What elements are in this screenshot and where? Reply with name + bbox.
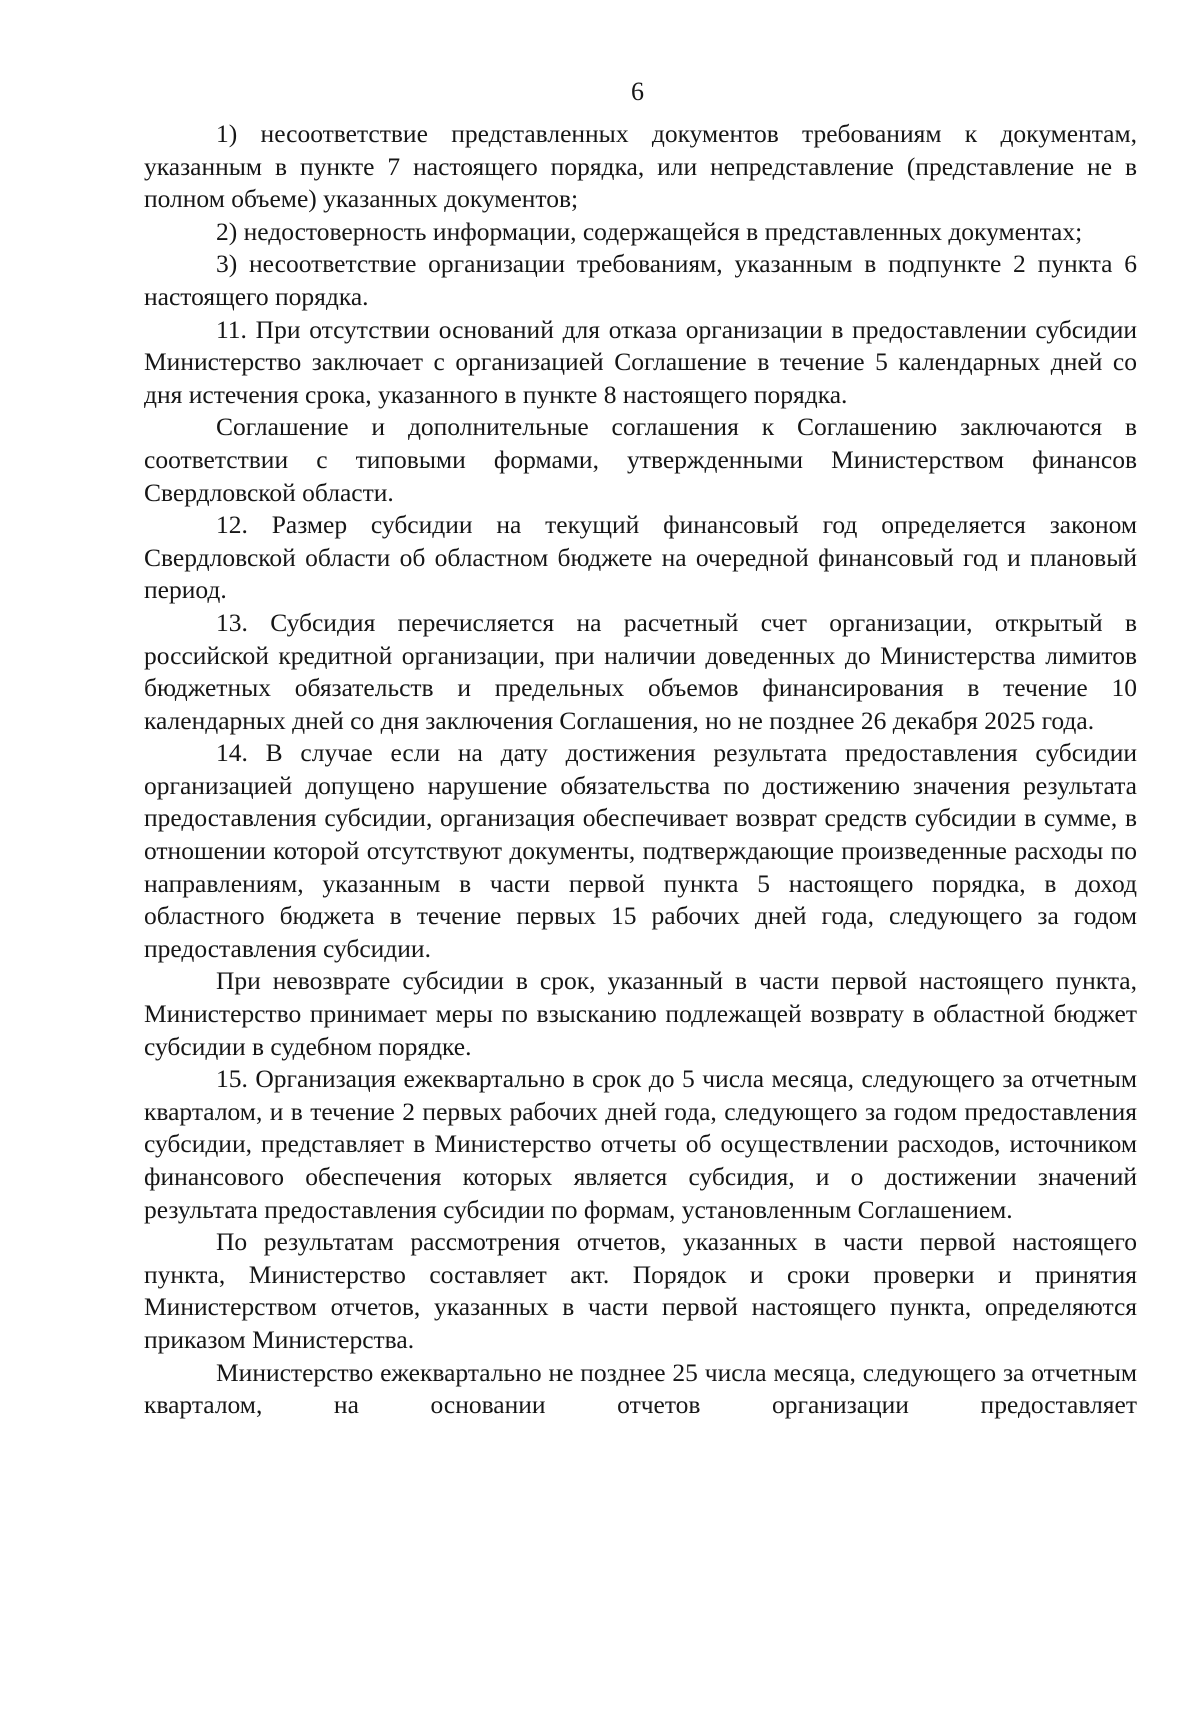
paragraph: 11. При отсутствии оснований для отказа организации в предоставлении субсидии Министерство заключает с организацией Соглашение в течение 5 календарных дней со дня истечения срока, указанного в пункте 8 настоящего порядка.: [144, 314, 1137, 409]
paragraph: 12. Размер субсидии на текущий финансовый год определяется законом Свердловской области об областном бюджете на очередной финансовый год и плановый период.: [144, 510, 1137, 605]
paragraph: 2) недостоверность информации, содержащейся в представленных документах;: [216, 216, 1083, 246]
paragraph: Соглашение и дополнительные соглашения к Соглашению заключаются в соответствии с типовыми формами, утвержденными Министерством финансов Свердловской области.: [144, 412, 1137, 507]
paragraph: При невозврате субсидии в срок, указанный в части первой настоящего пункта, Министерство принимает меры по взысканию подлежащей возврату в областной бюджет субсидии в судебном порядке.: [144, 966, 1137, 1061]
paragraph: 1) несоответствие представленных документов требованиям к документам, указанным в пункте 7 настоящего порядка, или непредставление (представление не в полном объеме) указанных документов;: [144, 119, 1137, 214]
paragraph: Министерство ежеквартально не позднее 25 числа месяца, следующего за отчетным кварталом, на основании отчетов организации предоставляет: [144, 1357, 1137, 1420]
paragraph: По результатам рассмотрения отчетов, указанных в части первой настоящего пункта, Министерство составляет акт. Порядок и сроки проверки и принятия Министерством отчетов, указанных в части первой настоящего пункта, определяются приказом Министерства.: [144, 1227, 1137, 1354]
page-number: 6: [631, 77, 644, 106]
paragraph: 15. Организация ежеквартально в срок до 5 числа месяца, следующего за отчетным кварталом, и в течение 2 первых рабочих дней года, следующего за годом предоставления субсидии, представляет в Министерство отчеты об осуществлении расходов, источником финансового обеспечения которых является субсидия, и о достижении значений результата предоставления субсидии по формам, установленным Соглашением.: [144, 1064, 1137, 1224]
paragraph: 3) несоответствие организации требованиям, указанным в подпункте 2 пункта 6 настоящего порядка.: [144, 249, 1137, 311]
paragraph: 13. Субсидия перечисляется на расчетный счет организации, открытый в российской кредитной организации, при наличии доведенных до Министерства лимитов бюджетных обязательств и предельных объемов финансирования в течение 10 календарных дней со дня заключения Соглашения, но не позднее 26 декабря 2025 года.: [144, 607, 1137, 735]
document-body: [144, 118, 1137, 1422]
paragraph: 14. В случае если на дату достижения результата предоставления субсидии организацией допущено нарушение обязательства по достижению значения результата предоставления субсидии, организация обеспечивает возврат средств субсидии в сумме, в отношении которой отсутствуют документы, подтверждающие произведенные расходы по направлениям, указанным в части первой пункта 5 настоящего порядка, в доход областного бюджета в течение первых 15 рабочих дней года, следующего за годом предоставления субсидии.: [144, 738, 1137, 963]
